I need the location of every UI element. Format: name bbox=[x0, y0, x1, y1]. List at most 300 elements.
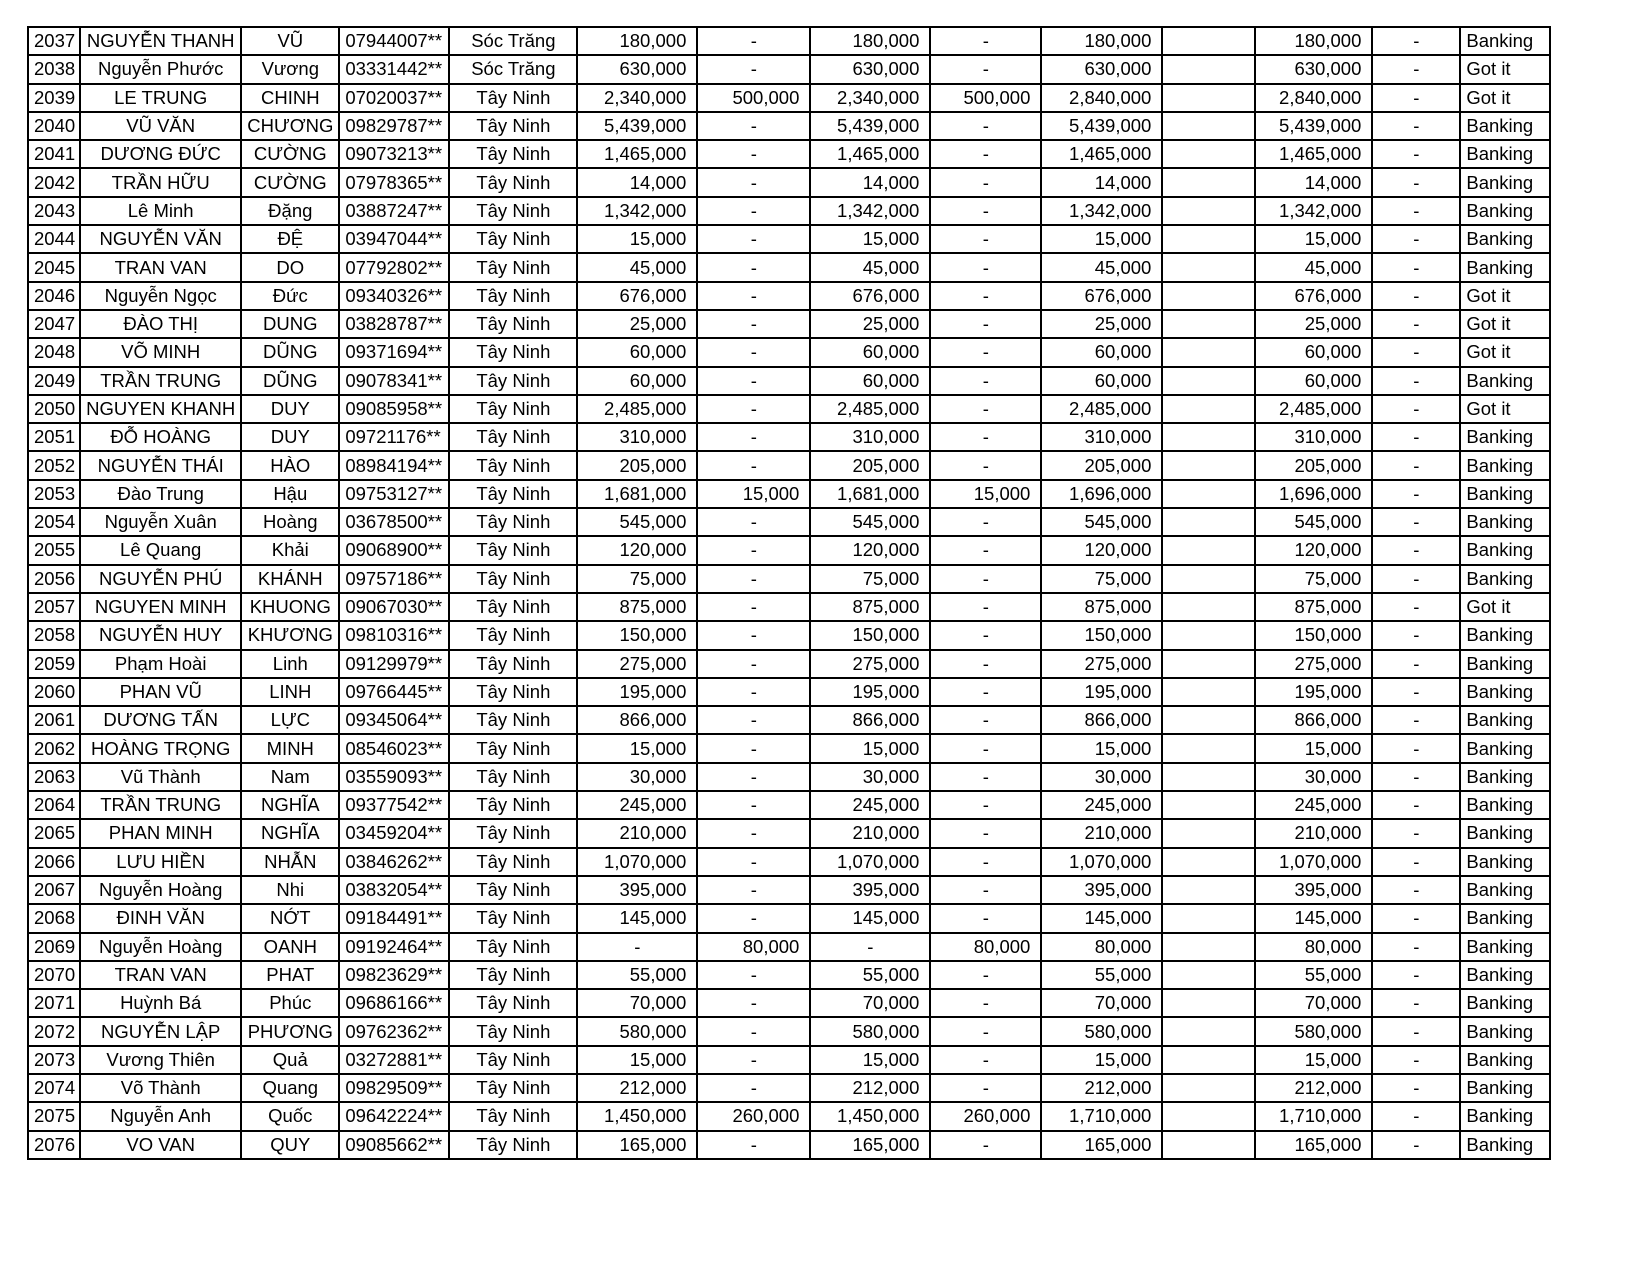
province-cell: Tây Ninh bbox=[449, 565, 577, 593]
amount-c-cell: 145,000 bbox=[810, 904, 930, 932]
province-cell: Tây Ninh bbox=[449, 451, 577, 479]
table-row bbox=[28, 1046, 1550, 1074]
amount-total-cell: 210,000 bbox=[1041, 819, 1162, 847]
payment-method-cell: Banking bbox=[1460, 367, 1550, 395]
amount-b-cell: - bbox=[697, 536, 810, 564]
table-row bbox=[28, 480, 1550, 508]
province-cell: Tây Ninh bbox=[449, 480, 577, 508]
first-name-cell: NGUYỄN HUY bbox=[80, 621, 241, 649]
amount-paid-cell: 1,465,000 bbox=[1255, 140, 1372, 168]
row-number-cell: 2048 bbox=[28, 338, 80, 366]
table-row bbox=[28, 253, 1550, 281]
payment-method-cell: Banking bbox=[1460, 961, 1550, 989]
payment-method-cell: Banking bbox=[1460, 1102, 1550, 1130]
amount-paid-cell: 150,000 bbox=[1255, 621, 1372, 649]
province-cell: Tây Ninh bbox=[449, 650, 577, 678]
amount-total-cell: 212,000 bbox=[1041, 1074, 1162, 1102]
amount-total-cell: 1,465,000 bbox=[1041, 140, 1162, 168]
amount-paid-cell: 15,000 bbox=[1255, 734, 1372, 762]
amount-d-cell: 80,000 bbox=[930, 933, 1041, 961]
payment-method-cell: Banking bbox=[1460, 650, 1550, 678]
amount-b-cell: 15,000 bbox=[697, 480, 810, 508]
amount-d-cell: - bbox=[930, 989, 1041, 1017]
last-name-cell: CƯỜNG bbox=[241, 168, 339, 196]
province-cell: Tây Ninh bbox=[449, 140, 577, 168]
payment-method-cell: Banking bbox=[1460, 1131, 1550, 1159]
table-row bbox=[28, 763, 1550, 791]
amount-d-cell: - bbox=[930, 791, 1041, 819]
phone-cell: 09073213** bbox=[339, 140, 449, 168]
amount-b-cell: - bbox=[697, 565, 810, 593]
amount-d-cell: - bbox=[930, 593, 1041, 621]
amount-d-cell: - bbox=[930, 27, 1041, 55]
payment-method-cell: Got it bbox=[1460, 282, 1550, 310]
phone-cell: 08546023** bbox=[339, 734, 449, 762]
amount-d-cell: - bbox=[930, 876, 1041, 904]
amount-a-cell: 75,000 bbox=[577, 565, 697, 593]
last-name-cell: Quả bbox=[241, 1046, 339, 1074]
amount-paid-cell: 75,000 bbox=[1255, 565, 1372, 593]
amount-d-cell: - bbox=[930, 848, 1041, 876]
last-name-cell: Đặng bbox=[241, 197, 339, 225]
amount-a-cell: 1,450,000 bbox=[577, 1102, 697, 1130]
province-cell: Tây Ninh bbox=[449, 593, 577, 621]
phone-cell: 09823629** bbox=[339, 961, 449, 989]
payment-method-cell: Got it bbox=[1460, 395, 1550, 423]
province-cell: Tây Ninh bbox=[449, 876, 577, 904]
amount-a-cell: 180,000 bbox=[577, 27, 697, 55]
last-name-cell: KHUONG bbox=[241, 593, 339, 621]
phone-cell: 09766445** bbox=[339, 678, 449, 706]
province-cell: Tây Ninh bbox=[449, 848, 577, 876]
row-number-cell: 2075 bbox=[28, 1102, 80, 1130]
amount-a-cell: 1,681,000 bbox=[577, 480, 697, 508]
amount-a-cell: - bbox=[577, 933, 697, 961]
amount-c-cell: 75,000 bbox=[810, 565, 930, 593]
row-number-cell: 2054 bbox=[28, 508, 80, 536]
amount-paid-cell: 212,000 bbox=[1255, 1074, 1372, 1102]
amount-c-cell: 875,000 bbox=[810, 593, 930, 621]
blank-cell-cell bbox=[1162, 989, 1255, 1017]
phone-cell: 03828787** bbox=[339, 310, 449, 338]
balance-cell: - bbox=[1372, 1102, 1460, 1130]
payment-method-cell: Banking bbox=[1460, 734, 1550, 762]
province-cell: Tây Ninh bbox=[449, 84, 577, 112]
amount-b-cell: - bbox=[697, 168, 810, 196]
province-cell: Tây Ninh bbox=[449, 536, 577, 564]
last-name-cell: NỚT bbox=[241, 904, 339, 932]
last-name-cell: HÀO bbox=[241, 451, 339, 479]
phone-cell: 03331442** bbox=[339, 55, 449, 83]
first-name-cell: ĐINH VĂN bbox=[80, 904, 241, 932]
amount-a-cell: 395,000 bbox=[577, 876, 697, 904]
balance-cell: - bbox=[1372, 791, 1460, 819]
row-number-cell: 2063 bbox=[28, 763, 80, 791]
province-cell: Tây Ninh bbox=[449, 904, 577, 932]
amount-c-cell: 180,000 bbox=[810, 27, 930, 55]
amount-total-cell: 5,439,000 bbox=[1041, 112, 1162, 140]
phone-cell: 07792802** bbox=[339, 253, 449, 281]
blank-cell-cell bbox=[1162, 84, 1255, 112]
phone-cell: 09762362** bbox=[339, 1017, 449, 1045]
blank-cell-cell bbox=[1162, 168, 1255, 196]
last-name-cell: MINH bbox=[241, 734, 339, 762]
payment-method-cell: Banking bbox=[1460, 480, 1550, 508]
balance-cell: - bbox=[1372, 27, 1460, 55]
amount-paid-cell: 2,485,000 bbox=[1255, 395, 1372, 423]
payment-method-cell: Banking bbox=[1460, 933, 1550, 961]
amount-c-cell: 70,000 bbox=[810, 989, 930, 1017]
province-cell: Tây Ninh bbox=[449, 933, 577, 961]
amount-paid-cell: 395,000 bbox=[1255, 876, 1372, 904]
amount-paid-cell: 1,342,000 bbox=[1255, 197, 1372, 225]
phone-cell: 07020037** bbox=[339, 84, 449, 112]
amount-c-cell: 55,000 bbox=[810, 961, 930, 989]
amount-paid-cell: 205,000 bbox=[1255, 451, 1372, 479]
payment-method-cell: Banking bbox=[1460, 706, 1550, 734]
province-cell: Tây Ninh bbox=[449, 1046, 577, 1074]
balance-cell: - bbox=[1372, 565, 1460, 593]
payment-method-cell: Banking bbox=[1460, 451, 1550, 479]
phone-cell: 09753127** bbox=[339, 480, 449, 508]
table-row bbox=[28, 55, 1550, 83]
table-row bbox=[28, 1131, 1550, 1159]
table-row bbox=[28, 904, 1550, 932]
amount-d-cell: - bbox=[930, 621, 1041, 649]
province-cell: Tây Ninh bbox=[449, 338, 577, 366]
first-name-cell: TRẦN TRUNG bbox=[80, 367, 241, 395]
balance-cell: - bbox=[1372, 253, 1460, 281]
row-number-cell: 2074 bbox=[28, 1074, 80, 1102]
last-name-cell: DO bbox=[241, 253, 339, 281]
blank-cell-cell bbox=[1162, 621, 1255, 649]
phone-cell: 07978365** bbox=[339, 168, 449, 196]
amount-c-cell: 165,000 bbox=[810, 1131, 930, 1159]
balance-cell: - bbox=[1372, 961, 1460, 989]
amount-b-cell: - bbox=[697, 310, 810, 338]
row-number-cell: 2069 bbox=[28, 933, 80, 961]
amount-paid-cell: 580,000 bbox=[1255, 1017, 1372, 1045]
amount-b-cell: - bbox=[697, 1074, 810, 1102]
blank-cell-cell bbox=[1162, 848, 1255, 876]
balance-cell: - bbox=[1372, 678, 1460, 706]
first-name-cell: NGUYEN MINH bbox=[80, 593, 241, 621]
amount-c-cell: 866,000 bbox=[810, 706, 930, 734]
amount-b-cell: - bbox=[697, 338, 810, 366]
row-number-cell: 2065 bbox=[28, 819, 80, 847]
row-number-cell: 2060 bbox=[28, 678, 80, 706]
amount-total-cell: 70,000 bbox=[1041, 989, 1162, 1017]
amount-b-cell: 500,000 bbox=[697, 84, 810, 112]
amount-paid-cell: 866,000 bbox=[1255, 706, 1372, 734]
amount-total-cell: 1,342,000 bbox=[1041, 197, 1162, 225]
table-row bbox=[28, 84, 1550, 112]
amount-a-cell: 70,000 bbox=[577, 989, 697, 1017]
payment-method-cell: Banking bbox=[1460, 536, 1550, 564]
first-name-cell: TRAN VAN bbox=[80, 253, 241, 281]
row-number-cell: 2050 bbox=[28, 395, 80, 423]
blank-cell-cell bbox=[1162, 791, 1255, 819]
first-name-cell: TRẦN TRUNG bbox=[80, 791, 241, 819]
amount-d-cell: - bbox=[930, 338, 1041, 366]
last-name-cell: ĐỆ bbox=[241, 225, 339, 253]
phone-cell: 03947044** bbox=[339, 225, 449, 253]
phone-cell: 09686166** bbox=[339, 989, 449, 1017]
province-cell: Tây Ninh bbox=[449, 1131, 577, 1159]
amount-c-cell: 15,000 bbox=[810, 1046, 930, 1074]
table-row bbox=[28, 848, 1550, 876]
province-cell: Tây Ninh bbox=[449, 253, 577, 281]
phone-cell: 09340326** bbox=[339, 282, 449, 310]
blank-cell-cell bbox=[1162, 112, 1255, 140]
first-name-cell: Nguyễn Xuân bbox=[80, 508, 241, 536]
table-row bbox=[28, 168, 1550, 196]
row-number-cell: 2040 bbox=[28, 112, 80, 140]
amount-c-cell: 15,000 bbox=[810, 734, 930, 762]
payment-method-cell: Banking bbox=[1460, 1017, 1550, 1045]
amount-paid-cell: 60,000 bbox=[1255, 367, 1372, 395]
amount-c-cell: 545,000 bbox=[810, 508, 930, 536]
amount-total-cell: 25,000 bbox=[1041, 310, 1162, 338]
row-number-cell: 2068 bbox=[28, 904, 80, 932]
row-number-cell: 2051 bbox=[28, 423, 80, 451]
payment-method-cell: Banking bbox=[1460, 1074, 1550, 1102]
amount-total-cell: 14,000 bbox=[1041, 168, 1162, 196]
amount-paid-cell: 80,000 bbox=[1255, 933, 1372, 961]
data-table bbox=[27, 26, 1551, 1160]
last-name-cell: DUY bbox=[241, 395, 339, 423]
balance-cell: - bbox=[1372, 168, 1460, 196]
amount-d-cell: - bbox=[930, 706, 1041, 734]
amount-paid-cell: 676,000 bbox=[1255, 282, 1372, 310]
phone-cell: 09810316** bbox=[339, 621, 449, 649]
last-name-cell: LỰC bbox=[241, 706, 339, 734]
amount-paid-cell: 275,000 bbox=[1255, 650, 1372, 678]
amount-d-cell: - bbox=[930, 1046, 1041, 1074]
province-cell: Tây Ninh bbox=[449, 367, 577, 395]
payment-method-cell: Banking bbox=[1460, 168, 1550, 196]
amount-a-cell: 210,000 bbox=[577, 819, 697, 847]
table-row bbox=[28, 989, 1550, 1017]
amount-c-cell: 676,000 bbox=[810, 282, 930, 310]
amount-d-cell: - bbox=[930, 678, 1041, 706]
amount-a-cell: 150,000 bbox=[577, 621, 697, 649]
balance-cell: - bbox=[1372, 1074, 1460, 1102]
first-name-cell: Vương Thiên bbox=[80, 1046, 241, 1074]
province-cell: Tây Ninh bbox=[449, 819, 577, 847]
amount-c-cell: 1,450,000 bbox=[810, 1102, 930, 1130]
last-name-cell: Quốc bbox=[241, 1102, 339, 1130]
phone-cell: 03887247** bbox=[339, 197, 449, 225]
amount-a-cell: 205,000 bbox=[577, 451, 697, 479]
amount-total-cell: 1,710,000 bbox=[1041, 1102, 1162, 1130]
amount-b-cell: - bbox=[697, 1046, 810, 1074]
last-name-cell: NGHĨA bbox=[241, 791, 339, 819]
last-name-cell: Đức bbox=[241, 282, 339, 310]
row-number-cell: 2043 bbox=[28, 197, 80, 225]
amount-a-cell: 45,000 bbox=[577, 253, 697, 281]
blank-cell-cell bbox=[1162, 480, 1255, 508]
amount-total-cell: 875,000 bbox=[1041, 593, 1162, 621]
last-name-cell: Khải bbox=[241, 536, 339, 564]
payment-method-cell: Banking bbox=[1460, 140, 1550, 168]
table-body bbox=[28, 27, 1550, 1159]
amount-b-cell: - bbox=[697, 678, 810, 706]
row-number-cell: 2042 bbox=[28, 168, 80, 196]
payment-method-cell: Banking bbox=[1460, 989, 1550, 1017]
amount-b-cell: - bbox=[697, 367, 810, 395]
table-row bbox=[28, 27, 1550, 55]
last-name-cell: Phúc bbox=[241, 989, 339, 1017]
amount-a-cell: 212,000 bbox=[577, 1074, 697, 1102]
amount-total-cell: 205,000 bbox=[1041, 451, 1162, 479]
amount-a-cell: 275,000 bbox=[577, 650, 697, 678]
amount-c-cell: 30,000 bbox=[810, 763, 930, 791]
amount-d-cell: - bbox=[930, 451, 1041, 479]
phone-cell: 09757186** bbox=[339, 565, 449, 593]
amount-b-cell: - bbox=[697, 112, 810, 140]
amount-b-cell: - bbox=[697, 27, 810, 55]
phone-cell: 03459204** bbox=[339, 819, 449, 847]
amount-paid-cell: 1,710,000 bbox=[1255, 1102, 1372, 1130]
first-name-cell: Nguyễn Phước bbox=[80, 55, 241, 83]
payment-method-cell: Banking bbox=[1460, 904, 1550, 932]
amount-total-cell: 45,000 bbox=[1041, 253, 1162, 281]
amount-d-cell: - bbox=[930, 650, 1041, 678]
amount-a-cell: 15,000 bbox=[577, 225, 697, 253]
payment-method-cell: Banking bbox=[1460, 225, 1550, 253]
first-name-cell: Đào Trung bbox=[80, 480, 241, 508]
amount-total-cell: 55,000 bbox=[1041, 961, 1162, 989]
first-name-cell: TRẦN HỮU bbox=[80, 168, 241, 196]
last-name-cell: Hậu bbox=[241, 480, 339, 508]
amount-d-cell: - bbox=[930, 1074, 1041, 1102]
phone-cell: 09085958** bbox=[339, 395, 449, 423]
province-cell: Tây Ninh bbox=[449, 678, 577, 706]
table-row bbox=[28, 791, 1550, 819]
balance-cell: - bbox=[1372, 706, 1460, 734]
province-cell: Tây Ninh bbox=[449, 989, 577, 1017]
last-name-cell: Quang bbox=[241, 1074, 339, 1102]
amount-a-cell: 2,340,000 bbox=[577, 84, 697, 112]
amount-b-cell: - bbox=[697, 876, 810, 904]
balance-cell: - bbox=[1372, 650, 1460, 678]
table-row bbox=[28, 933, 1550, 961]
amount-total-cell: 310,000 bbox=[1041, 423, 1162, 451]
amount-b-cell: - bbox=[697, 734, 810, 762]
last-name-cell: CƯỜNG bbox=[241, 140, 339, 168]
blank-cell-cell bbox=[1162, 253, 1255, 281]
amount-d-cell: - bbox=[930, 1131, 1041, 1159]
blank-cell-cell bbox=[1162, 1046, 1255, 1074]
blank-cell-cell bbox=[1162, 961, 1255, 989]
payment-method-cell: Banking bbox=[1460, 197, 1550, 225]
last-name-cell: OANH bbox=[241, 933, 339, 961]
table-row bbox=[28, 508, 1550, 536]
amount-b-cell: - bbox=[697, 989, 810, 1017]
balance-cell: - bbox=[1372, 1131, 1460, 1159]
amount-c-cell: 2,340,000 bbox=[810, 84, 930, 112]
last-name-cell: DŨNG bbox=[241, 338, 339, 366]
balance-cell: - bbox=[1372, 395, 1460, 423]
table-row bbox=[28, 140, 1550, 168]
amount-a-cell: 1,465,000 bbox=[577, 140, 697, 168]
phone-cell: 09129979** bbox=[339, 650, 449, 678]
balance-cell: - bbox=[1372, 536, 1460, 564]
first-name-cell: Nguyễn Hoàng bbox=[80, 876, 241, 904]
last-name-cell: DŨNG bbox=[241, 367, 339, 395]
amount-c-cell: 45,000 bbox=[810, 253, 930, 281]
payment-method-cell: Banking bbox=[1460, 848, 1550, 876]
province-cell: Tây Ninh bbox=[449, 734, 577, 762]
amount-paid-cell: 1,696,000 bbox=[1255, 480, 1372, 508]
row-number-cell: 2058 bbox=[28, 621, 80, 649]
amount-b-cell: - bbox=[697, 140, 810, 168]
amount-total-cell: 15,000 bbox=[1041, 1046, 1162, 1074]
last-name-cell: PHƯƠNG bbox=[241, 1017, 339, 1045]
phone-cell: 07944007** bbox=[339, 27, 449, 55]
blank-cell-cell bbox=[1162, 27, 1255, 55]
amount-b-cell: - bbox=[697, 508, 810, 536]
phone-cell: 03846262** bbox=[339, 848, 449, 876]
blank-cell-cell bbox=[1162, 734, 1255, 762]
first-name-cell: LƯU HIỀN bbox=[80, 848, 241, 876]
last-name-cell: KHƯƠNG bbox=[241, 621, 339, 649]
phone-cell: 09345064** bbox=[339, 706, 449, 734]
amount-a-cell: 145,000 bbox=[577, 904, 697, 932]
amount-b-cell: - bbox=[697, 621, 810, 649]
table-row bbox=[28, 423, 1550, 451]
amount-paid-cell: 210,000 bbox=[1255, 819, 1372, 847]
first-name-cell: NGUYỄN LẬP bbox=[80, 1017, 241, 1045]
table-row bbox=[28, 593, 1550, 621]
amount-c-cell: 395,000 bbox=[810, 876, 930, 904]
phone-cell: 03272881** bbox=[339, 1046, 449, 1074]
balance-cell: - bbox=[1372, 140, 1460, 168]
amount-c-cell: 120,000 bbox=[810, 536, 930, 564]
last-name-cell: PHAT bbox=[241, 961, 339, 989]
payment-method-cell: Banking bbox=[1460, 423, 1550, 451]
amount-paid-cell: 2,840,000 bbox=[1255, 84, 1372, 112]
table-row bbox=[28, 1074, 1550, 1102]
row-number-cell: 2044 bbox=[28, 225, 80, 253]
payment-method-cell: Banking bbox=[1460, 876, 1550, 904]
payment-method-cell: Banking bbox=[1460, 819, 1550, 847]
table-row bbox=[28, 1017, 1550, 1045]
table-row bbox=[28, 819, 1550, 847]
first-name-cell: Nguyễn Hoàng bbox=[80, 933, 241, 961]
blank-cell-cell bbox=[1162, 876, 1255, 904]
balance-cell: - bbox=[1372, 1017, 1460, 1045]
table-row bbox=[28, 112, 1550, 140]
amount-c-cell: 2,485,000 bbox=[810, 395, 930, 423]
amount-paid-cell: 25,000 bbox=[1255, 310, 1372, 338]
amount-d-cell: - bbox=[930, 282, 1041, 310]
amount-b-cell: 80,000 bbox=[697, 933, 810, 961]
row-number-cell: 2049 bbox=[28, 367, 80, 395]
phone-cell: 09067030** bbox=[339, 593, 449, 621]
province-cell: Tây Ninh bbox=[449, 168, 577, 196]
amount-c-cell: 1,465,000 bbox=[810, 140, 930, 168]
blank-cell-cell bbox=[1162, 140, 1255, 168]
amount-a-cell: 14,000 bbox=[577, 168, 697, 196]
amount-paid-cell: 630,000 bbox=[1255, 55, 1372, 83]
phone-cell: 09642224** bbox=[339, 1102, 449, 1130]
payment-method-cell: Banking bbox=[1460, 508, 1550, 536]
amount-d-cell: - bbox=[930, 367, 1041, 395]
balance-cell: - bbox=[1372, 876, 1460, 904]
amount-b-cell: - bbox=[697, 395, 810, 423]
